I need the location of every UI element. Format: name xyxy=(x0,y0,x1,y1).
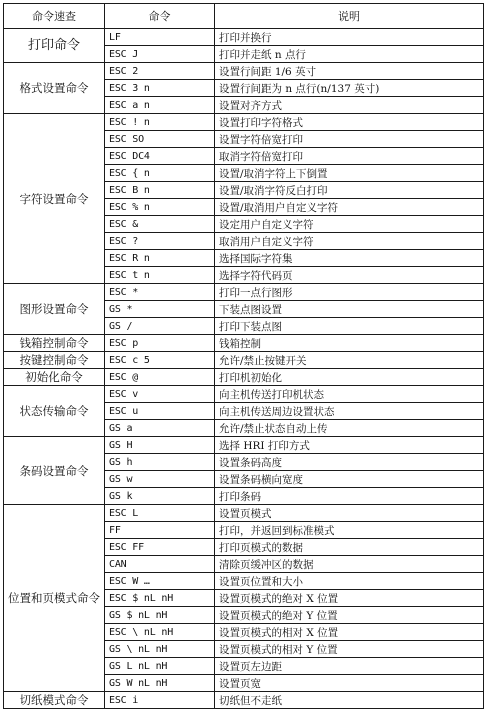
table-row xyxy=(4,284,484,301)
description-cell: 切纸但不走纸 xyxy=(215,692,484,709)
command-cell: ESC c 5 xyxy=(105,352,215,369)
description-cell: 打印并走纸 n 点行 xyxy=(215,46,484,63)
command-cell: ESC 2 xyxy=(105,63,215,80)
description-cell: 钱箱控制 xyxy=(215,335,484,352)
category-cell: 按键控制命令 xyxy=(4,352,105,369)
category-cell: 格式设置命令 xyxy=(4,63,105,114)
description-cell: 设置行间距 1/6 英寸 xyxy=(215,63,484,80)
description-cell: 打印一点行图形 xyxy=(215,284,484,301)
table-row xyxy=(4,369,484,386)
table-row xyxy=(4,692,484,709)
description-cell: 设置条码横向宽度 xyxy=(215,471,484,488)
description-cell: 选择国际字符集 xyxy=(215,250,484,267)
command-cell: ESC DC4 xyxy=(105,148,215,165)
command-cell: ESC FF xyxy=(105,539,215,556)
description-cell: 设置条码高度 xyxy=(215,454,484,471)
command-cell: ESC ? xyxy=(105,233,215,250)
command-table xyxy=(3,3,484,709)
command-cell: ESC a n xyxy=(105,97,215,114)
command-cell: GS / xyxy=(105,318,215,335)
command-cell: ESC L xyxy=(105,505,215,522)
command-cell: GS $ nL nH xyxy=(105,607,215,624)
header-row xyxy=(4,4,484,29)
table-row xyxy=(4,63,484,80)
category-cell: 字符设置命令 xyxy=(4,114,105,284)
description-cell: 设置对齐方式 xyxy=(215,97,484,114)
description-cell: 允许/禁止按键开关 xyxy=(215,352,484,369)
command-cell: ESC 3 n xyxy=(105,80,215,97)
description-cell: 设置行间距为 n 点行(n/137 英寸) xyxy=(215,80,484,97)
description-cell: 设置页模式的相对 Y 位置 xyxy=(215,641,484,658)
table-row xyxy=(4,335,484,352)
command-cell: ESC * xyxy=(105,284,215,301)
description-cell: 设置页左边距 xyxy=(215,658,484,675)
command-cell: LF xyxy=(105,29,215,46)
command-cell: GS L nL nH xyxy=(105,658,215,675)
description-cell: 向主机传送打印机状态 xyxy=(215,386,484,403)
header-description: 说明 xyxy=(215,4,484,29)
command-cell: FF xyxy=(105,522,215,539)
description-cell: 设置页宽 xyxy=(215,675,484,692)
description-cell: 设置页位置和大小 xyxy=(215,573,484,590)
description-cell: 设定用户自定义字符 xyxy=(215,216,484,233)
description-cell: 设置/取消用户自定义字符 xyxy=(215,199,484,216)
command-cell: ESC u xyxy=(105,403,215,420)
command-cell: GS * xyxy=(105,301,215,318)
description-cell: 设置字符倍宽打印 xyxy=(215,131,484,148)
description-cell: 设置/取消字符上下倒置 xyxy=(215,165,484,182)
description-cell: 打印，并返回到标准模式 xyxy=(215,522,484,539)
command-cell: ESC & xyxy=(105,216,215,233)
table-row xyxy=(4,29,484,46)
description-cell: 设置页模式的绝对 Y 位置 xyxy=(215,607,484,624)
description-cell: 选择 HRI 打印方式 xyxy=(215,437,484,454)
description-cell: 下装点图设置 xyxy=(215,301,484,318)
command-cell: CAN xyxy=(105,556,215,573)
description-cell: 设置页模式的相对 X 位置 xyxy=(215,624,484,641)
command-cell: ESC @ xyxy=(105,369,215,386)
command-reference xyxy=(3,3,483,709)
command-cell: ESC v xyxy=(105,386,215,403)
command-table-body xyxy=(4,29,484,709)
description-cell: 打印并换行 xyxy=(215,29,484,46)
description-cell: 清除页缓冲区的数据 xyxy=(215,556,484,573)
command-cell: ESC p xyxy=(105,335,215,352)
header-category: 命令速查 xyxy=(4,4,105,29)
table-row xyxy=(4,437,484,454)
description-cell: 选择字符代码页 xyxy=(215,267,484,284)
category-cell: 图形设置命令 xyxy=(4,284,105,335)
command-cell: ESC W … xyxy=(105,573,215,590)
description-cell: 打印页模式的数据 xyxy=(215,539,484,556)
command-cell: GS a xyxy=(105,420,215,437)
category-cell: 初始化命令 xyxy=(4,369,105,386)
category-cell: 切纸模式命令 xyxy=(4,692,105,709)
command-cell: ESC R n xyxy=(105,250,215,267)
description-cell: 取消字符倍宽打印 xyxy=(215,148,484,165)
category-cell: 状态传输命令 xyxy=(4,386,105,437)
command-cell: ESC \ nL nH xyxy=(105,624,215,641)
command-cell: ESC ! n xyxy=(105,114,215,131)
command-cell: GS w xyxy=(105,471,215,488)
category-cell: 条码设置命令 xyxy=(4,437,105,505)
description-cell: 设置/取消字符反白打印 xyxy=(215,182,484,199)
table-row xyxy=(4,352,484,369)
table-row xyxy=(4,386,484,403)
command-cell: GS k xyxy=(105,488,215,505)
category-cell: 打印命令 xyxy=(4,29,105,63)
command-cell: ESC $ nL nH xyxy=(105,590,215,607)
category-cell: 位置和页模式命令 xyxy=(4,505,105,692)
command-cell: ESC J xyxy=(105,46,215,63)
command-cell: ESC i xyxy=(105,692,215,709)
description-cell: 设置打印字符格式 xyxy=(215,114,484,131)
command-cell: ESC { n xyxy=(105,165,215,182)
description-cell: 取消用户自定义字符 xyxy=(215,233,484,250)
command-cell: ESC % n xyxy=(105,199,215,216)
command-cell: ESC t n xyxy=(105,267,215,284)
description-cell: 打印下装点图 xyxy=(215,318,484,335)
description-cell: 向主机传送周边设置状态 xyxy=(215,403,484,420)
description-cell: 设置页模式的绝对 X 位置 xyxy=(215,590,484,607)
table-row xyxy=(4,114,484,131)
description-cell: 允许/禁止状态自动上传 xyxy=(215,420,484,437)
command-cell: GS \ nL nH xyxy=(105,641,215,658)
command-cell: ESC SO xyxy=(105,131,215,148)
description-cell: 设置页模式 xyxy=(215,505,484,522)
table-row xyxy=(4,505,484,522)
description-cell: 打印条码 xyxy=(215,488,484,505)
header-command: 命令 xyxy=(105,4,215,29)
command-cell: ESC B n xyxy=(105,182,215,199)
command-cell: GS h xyxy=(105,454,215,471)
command-cell: GS W nL nH xyxy=(105,675,215,692)
command-cell: GS H xyxy=(105,437,215,454)
description-cell: 打印机初始化 xyxy=(215,369,484,386)
category-cell: 钱箱控制命令 xyxy=(4,335,105,352)
